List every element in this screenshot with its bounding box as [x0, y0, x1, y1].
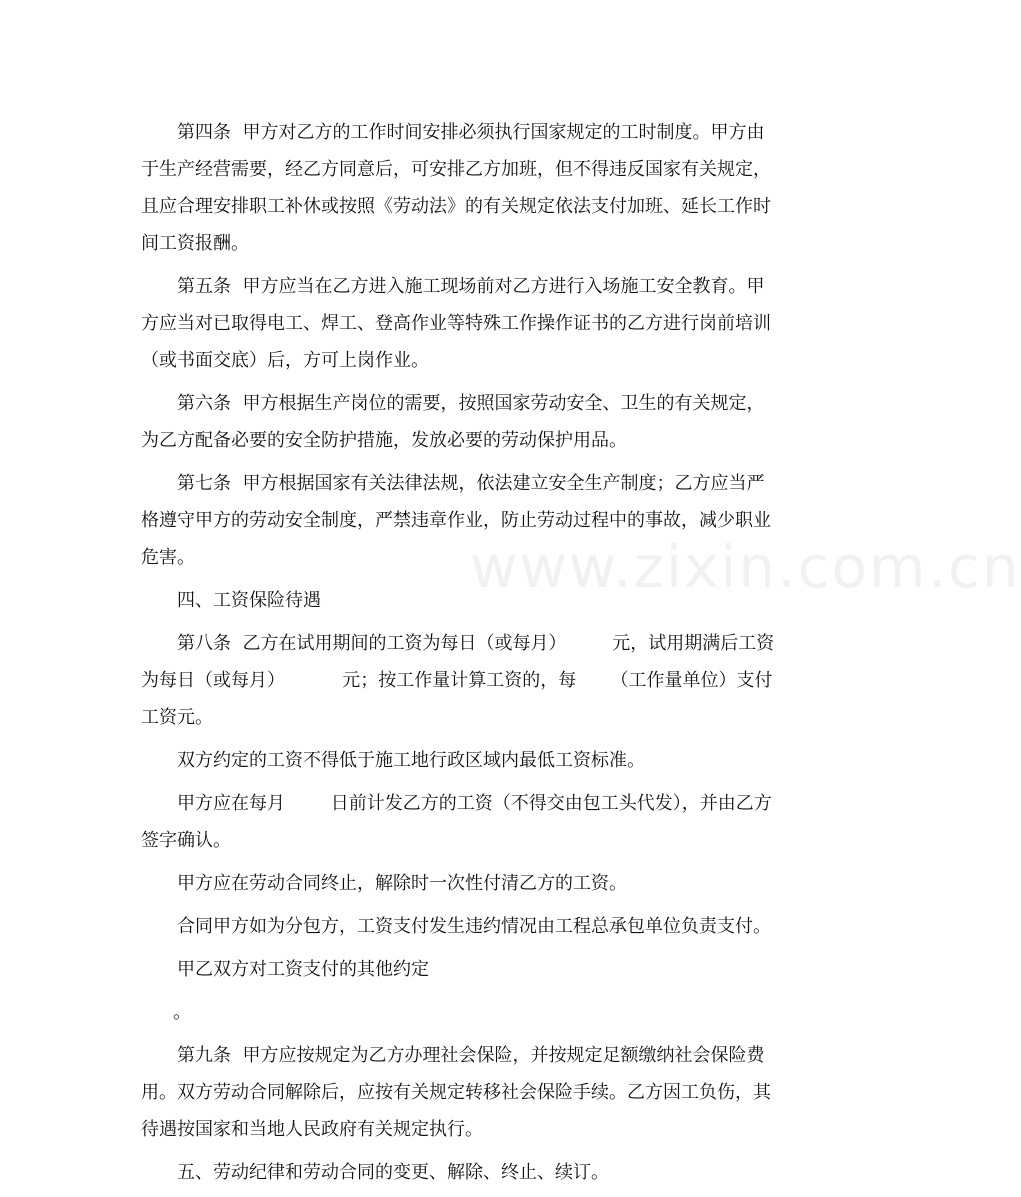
watermark: www.zixin.com.cn: [470, 533, 1021, 601]
subcontractor-wage-paragraph: 合同甲方如为分包方，工资支付发生违约情况由工程总承包单位负责支付。: [177, 916, 771, 937]
termination-wage-paragraph: 甲方应在劳动合同终止，解除时一次性付清乙方的工资。: [177, 873, 627, 894]
article-4-paragraph: 第四条 甲方对乙方的工作时间安排必须执行国家规定的工时制度。甲方由于生产经营需要，经乙方同意后，可安排乙方加班，但不得违反国家有关规定，且应合理安排职工补休或按照《劳动法》的有关规定依法支付加班、延长工作时间工资报酬。: [141, 122, 771, 254]
article-7-paragraph: 第七条 甲方根据国家有关法律法规，依法建立安全生产制度；乙方应当严格遵守甲方的劳动安全制度，严禁违章作业，防止劳动过程中的事故，减少职业危害。: [141, 473, 771, 568]
minimum-wage-paragraph: 双方约定的工资不得低于施工地行政区域内最低工资标准。: [177, 750, 645, 771]
article-6-paragraph: 第六条 甲方根据生产岗位的需要，按照国家劳动安全、卫生的有关规定，为乙方配备必要的安全防护措施，发放必要的劳动保护用品。: [141, 393, 765, 451]
article-9-paragraph: 第九条 甲方应按规定为乙方办理社会保险，并按规定足额缴纳社会保险费用。双方劳动合同解除后，应按有关规定转移社会保险手续。乙方因工负伤，其待遇按国家和当地人民政府有关规定执行。: [141, 1045, 771, 1140]
article-5-paragraph: 第五条 甲方应当在乙方进入施工现场前对乙方进行入场施工安全教育。甲方应当对已取得电工、焊工、登高作业等特殊工作操作证书的乙方进行岗前培训（或书面交底）后，方可上岗作业。: [141, 276, 771, 371]
other-wage-agreement-period: 。: [173, 1002, 191, 1023]
wage-payment-date-paragraph: 甲方应在每月 日前计发乙方的工资（不得交由包工头代发），并由乙方签字确认。: [141, 793, 772, 851]
section-5-heading: 五、劳动纪律和劳动合同的变更、解除、终止、续订。: [177, 1162, 609, 1183]
other-wage-agreement-paragraph: 甲乙双方对工资支付的其他约定: [177, 959, 429, 980]
article-8-paragraph: 第八条 乙方在试用期间的工资为每日（或每月） 元，试用期满后工资为每日（或每月） 元；按工作量计算工资的，每 （工作量单位）支付工资元。: [141, 633, 775, 728]
section-4-heading: 四、工资保险待遇: [177, 590, 321, 611]
document-body: [141, 114, 781, 1197]
